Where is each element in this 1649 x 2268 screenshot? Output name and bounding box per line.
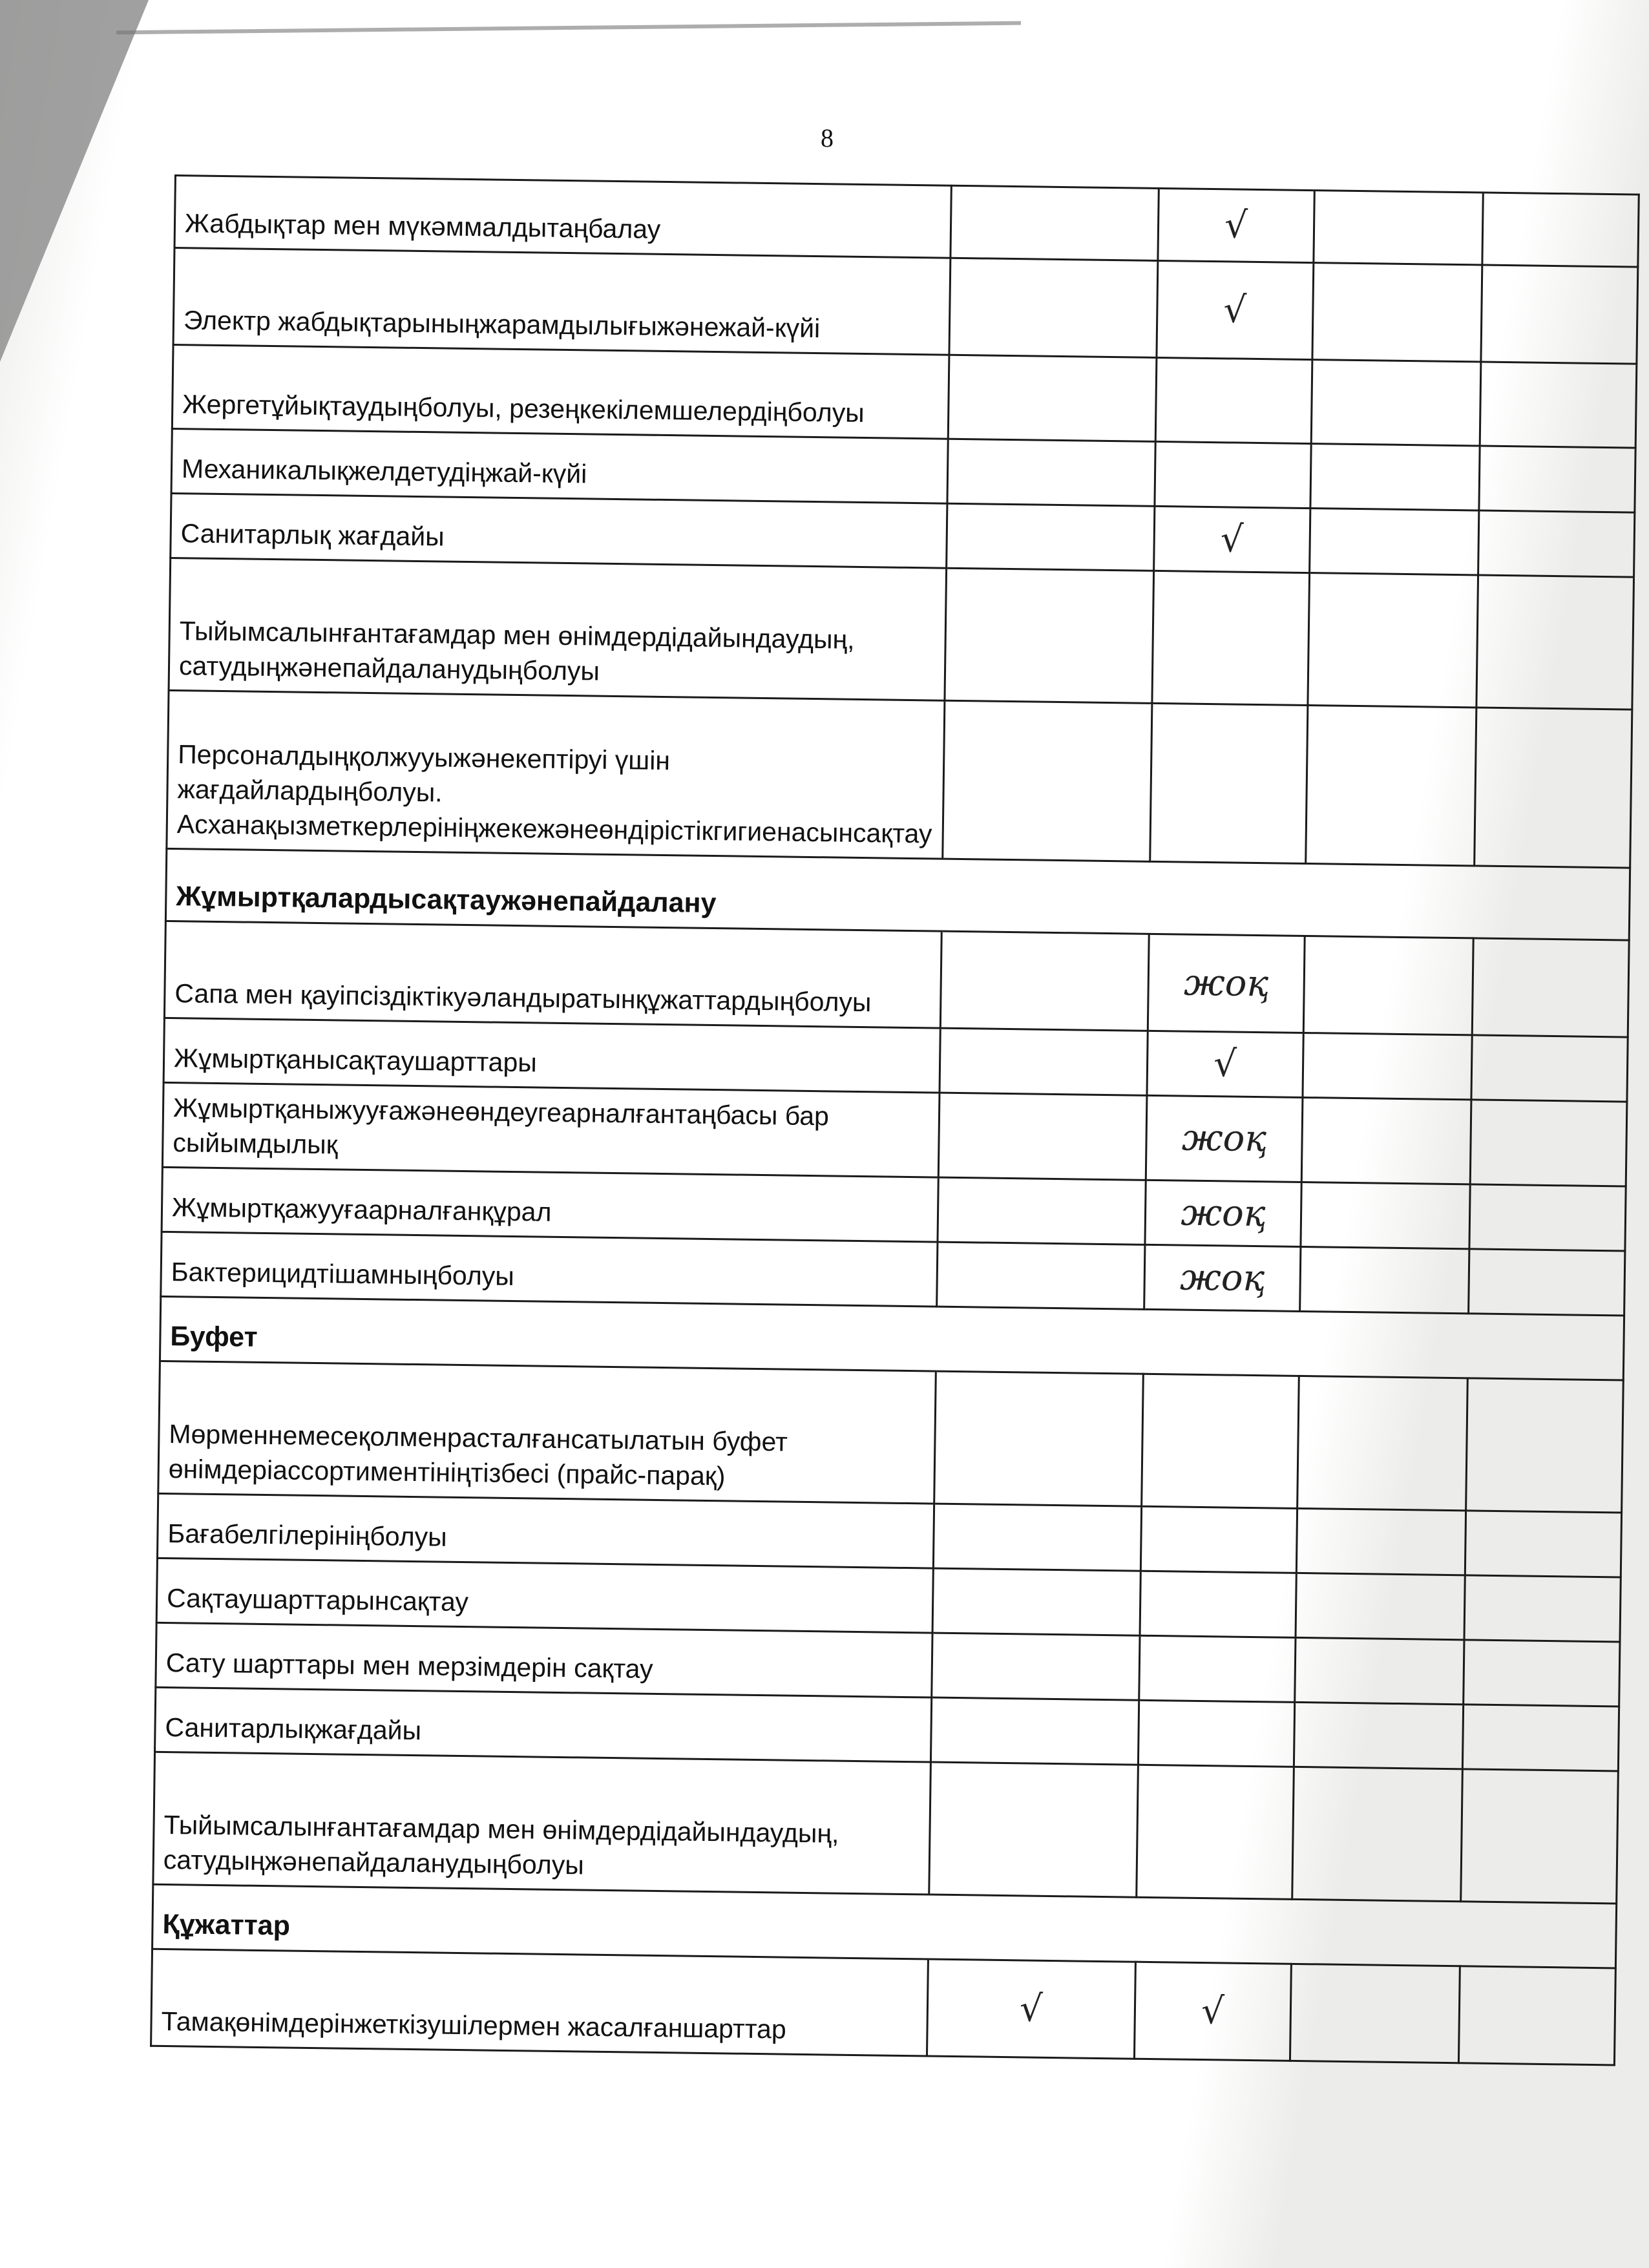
- mark-cell-col-3: [1294, 1702, 1463, 1769]
- mark-cell-col-1: [932, 1568, 1140, 1635]
- mark-cell-col-1: [947, 503, 1155, 571]
- checklist-row: [151, 1949, 1616, 2065]
- mark-cell-col-4: [1478, 510, 1635, 577]
- mark-cell-col-1: [929, 1762, 1139, 1897]
- mark-cell-col-4: [1481, 265, 1638, 364]
- mark-cell-col-2: √: [1147, 1031, 1303, 1097]
- mark-cell-col-1: √: [927, 1959, 1135, 2059]
- criterion-label: Тыйымсалынғантағамдар мен өнімдердідайындаудың, сатудыңжәнепайдаланудыңболуы: [169, 558, 947, 700]
- mark-cell-col-1: [943, 700, 1152, 861]
- section-filler: [928, 1895, 1616, 1968]
- mark-cell-col-1: [932, 1633, 1140, 1700]
- criterion-label: Жергетұйықтаудыңболуы, резеңкекілемшелердіңболуы: [172, 344, 949, 439]
- mark-cell-col-2: [1155, 357, 1312, 443]
- mark-cell-col-4: [1469, 1249, 1625, 1316]
- criterion-label: Персоналдыңқолжууыжәнекептіруі үшін жағдайлардыңболуы. Асханақызметкерлерініңжекежәнеөндірістікгигиенасынсақтау: [167, 690, 945, 859]
- criterion-label: Сақтаушарттарынсақтау: [156, 1558, 933, 1633]
- checklist-sheet: [150, 174, 1538, 2064]
- mark-cell-col-2: √: [1157, 260, 1314, 359]
- page-number: 8: [821, 123, 834, 152]
- criterion-label: Жабдықтар мен мүкәммалдытаңбалау: [174, 176, 951, 258]
- mark-cell-col-1: [938, 1177, 1146, 1244]
- mark-cell-col-2: [1138, 1700, 1294, 1767]
- mark-cell-col-4: [1480, 362, 1637, 448]
- mark-cell-col-2: жоқ: [1144, 1244, 1301, 1311]
- mark-cell-col-3: [1310, 444, 1480, 510]
- criterion-label: Тамақөнімдерінжеткізушілермен жасалғаншарттар: [151, 1949, 929, 2056]
- mark-cell-col-3: [1301, 1182, 1470, 1248]
- criterion-label: Сату шарттары мен мерзімдерін сақтау: [156, 1622, 932, 1697]
- mark-cell-col-4: [1469, 1184, 1626, 1251]
- mark-cell-col-3: [1296, 1508, 1465, 1575]
- mark-cell-col-4: [1465, 1511, 1621, 1577]
- mark-cell-col-4: [1476, 575, 1634, 709]
- criterion-label: Жұмыртқаныжууғажәнеөндеугеарналғантаңбасы бар сыйымдылық: [162, 1082, 940, 1177]
- criterion-label: Жұмыртқанысақтаушарттары: [163, 1018, 940, 1093]
- mark-cell-col-3: [1297, 1376, 1468, 1510]
- mark-cell-col-2: [1139, 1635, 1296, 1702]
- criterion-label: Санитарлық жағдайы: [171, 493, 947, 568]
- checklist-table: [150, 174, 1640, 2066]
- section-filler: [936, 1307, 1624, 1380]
- mark-cell-col-4: [1472, 938, 1629, 1037]
- mark-cell-col-4: [1461, 1769, 1619, 1904]
- mark-cell-col-2: √: [1158, 188, 1314, 262]
- checklist-body: [151, 176, 1639, 2065]
- mark-cell-col-3: [1311, 360, 1481, 446]
- mark-cell-col-4: [1464, 1575, 1621, 1642]
- section-filler: [941, 859, 1630, 940]
- checklist-row: [164, 921, 1629, 1037]
- criterion-label: Механикалықжелдетудіңжай-күйі: [171, 428, 948, 503]
- mark-cell-col-4: [1470, 1100, 1627, 1186]
- checklist-row: [167, 690, 1632, 868]
- mark-cell-col-4: [1466, 1378, 1624, 1513]
- mark-cell-col-3: [1301, 1097, 1471, 1184]
- mark-cell-col-1: [934, 1371, 1144, 1506]
- mark-cell-col-2: [1142, 1374, 1299, 1508]
- section-heading: Құжаттар: [152, 1884, 929, 1959]
- mark-cell-col-3: [1306, 706, 1476, 866]
- mark-cell-col-4: [1479, 446, 1635, 512]
- mark-cell-col-1: [948, 355, 1157, 441]
- folded-corner: [0, 0, 149, 362]
- mark-cell-col-1: [947, 439, 1155, 506]
- mark-cell-col-4: [1464, 1640, 1620, 1706]
- mark-cell-col-1: [933, 1504, 1141, 1571]
- mark-cell-col-3: [1303, 936, 1473, 1034]
- mark-cell-col-4: [1458, 1966, 1615, 2065]
- checklist-row: [169, 558, 1633, 709]
- criterion-label: Сапа мен қауіпсіздіктікуәландыратынқұжаттардыңболуы: [164, 921, 941, 1028]
- mark-cell-col-3: [1303, 1033, 1472, 1099]
- mark-cell-col-2: [1155, 441, 1311, 508]
- checklist-row: [153, 1752, 1618, 1904]
- mark-cell-col-3: [1314, 191, 1483, 265]
- mark-cell-col-4: [1475, 708, 1632, 868]
- mark-cell-col-2: жоқ: [1148, 934, 1305, 1033]
- mark-cell-col-3: [1296, 1573, 1465, 1639]
- criterion-label: Мөрменнемесеқолменрасталғансатылатын буфет өнімдеріассортиментініңтізбесі (прайс-парақ): [158, 1361, 936, 1504]
- mark-cell-col-2: √: [1154, 506, 1310, 572]
- mark-cell-col-2: жоқ: [1146, 1095, 1303, 1182]
- mark-cell-col-2: [1137, 1765, 1294, 1899]
- criterion-label: Бағабелгілерініңболуы: [157, 1493, 934, 1568]
- criterion-label: Санитарлықжағдайы: [155, 1687, 932, 1762]
- mark-cell-col-3: [1310, 509, 1479, 575]
- mark-cell-col-3: [1300, 1246, 1469, 1313]
- checklist-row: [158, 1361, 1623, 1513]
- criterion-label: Бактерицидтішамныңболуы: [161, 1232, 938, 1307]
- criterion-label: Жұмыртқажууғаарналғанқұрал: [162, 1167, 938, 1242]
- mark-cell-col-4: [1471, 1035, 1628, 1102]
- mark-cell-col-3: [1292, 1767, 1463, 1901]
- mark-cell-col-1: [949, 258, 1158, 357]
- mark-cell-col-2: [1152, 571, 1310, 705]
- mark-cell-col-1: [937, 1242, 1145, 1309]
- criterion-label: Тыйымсалынғантағамдар мен өнімдердідайындаудың, сатудыңжәнепайдаланудыңболуы: [153, 1752, 931, 1895]
- mark-cell-col-2: [1150, 703, 1308, 863]
- mark-cell-col-1: [945, 568, 1154, 703]
- mark-cell-col-3: [1308, 573, 1478, 708]
- mark-cell-col-1: [940, 931, 1149, 1031]
- mark-cell-col-2: [1140, 1571, 1296, 1637]
- mark-cell-col-1: [951, 185, 1159, 260]
- mark-cell-col-1: [940, 1028, 1148, 1095]
- mark-cell-col-4: [1462, 1705, 1619, 1771]
- mark-cell-col-3: [1312, 263, 1482, 362]
- mark-cell-col-1: [930, 1697, 1139, 1765]
- section-heading: Буфет: [160, 1296, 936, 1371]
- section-heading: Жұмыртқалардысақтаужәнепайдалану: [165, 848, 942, 931]
- checklist-row: [173, 248, 1638, 364]
- mark-cell-col-2: [1140, 1506, 1297, 1573]
- mark-cell-col-3: [1295, 1637, 1464, 1704]
- mark-cell-col-3: [1290, 1964, 1460, 2063]
- criterion-label: Электр жабдықтарыныңжарамдылығыжәнежай-күйі: [173, 248, 951, 355]
- mark-cell-col-1: [938, 1093, 1147, 1180]
- mark-cell-col-2: √: [1134, 1962, 1291, 2061]
- mark-cell-col-2: жоқ: [1145, 1180, 1301, 1246]
- top-edge-shadow: [116, 21, 1021, 35]
- mark-cell-col-4: [1482, 193, 1639, 267]
